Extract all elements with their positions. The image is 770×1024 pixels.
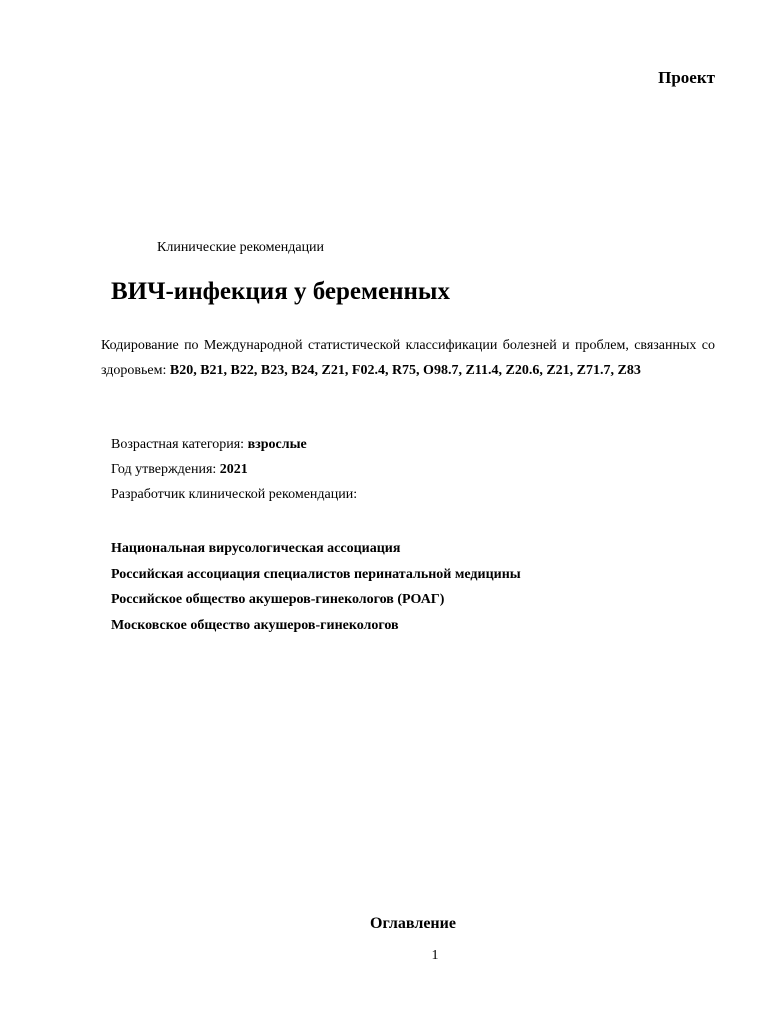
icd-coding-intro: Кодирование по Международной статистической классификации болезней и проблем, связанных со здоровьем: [101,338,715,378]
page-number: 1 [431,948,439,963]
developer-item: Национальная вирусологическая ассоциация [111,541,401,556]
developer-item: Российское общество акушеров-гинекологов (РОАГ) [111,592,445,607]
approval-year [111,462,248,478]
approval-year-value: 2021 [219,462,248,477]
icd-coding-paragraph [101,333,715,383]
approval-year-label: Год утверждения: [111,462,220,477]
document-title: ВИЧ-инфекция у беременных [111,278,450,305]
toc-heading: Оглавление [370,915,456,932]
age-category-label: Возрастная категория: [111,437,248,452]
developer-item: Российская ассоциация специалистов перинатальной медицины [111,566,521,582]
icd-codes: B20, B21, B22, B23, B24, Z21, F02.4, R75, O98.7, Z11.4, Z20.6, Z21, Z71.7, Z83 [169,363,641,378]
age-category-value: взрослые [247,437,307,452]
age-category [111,437,307,453]
developer-item: Московское общество акушеров-гинекологов [111,617,399,633]
developer-list [111,536,521,638]
draft-mark: Проект [658,68,715,87]
document-type-label: Клинические рекомендации [157,240,325,255]
developer-label: Разработчик клинической рекомендации: [111,487,358,502]
